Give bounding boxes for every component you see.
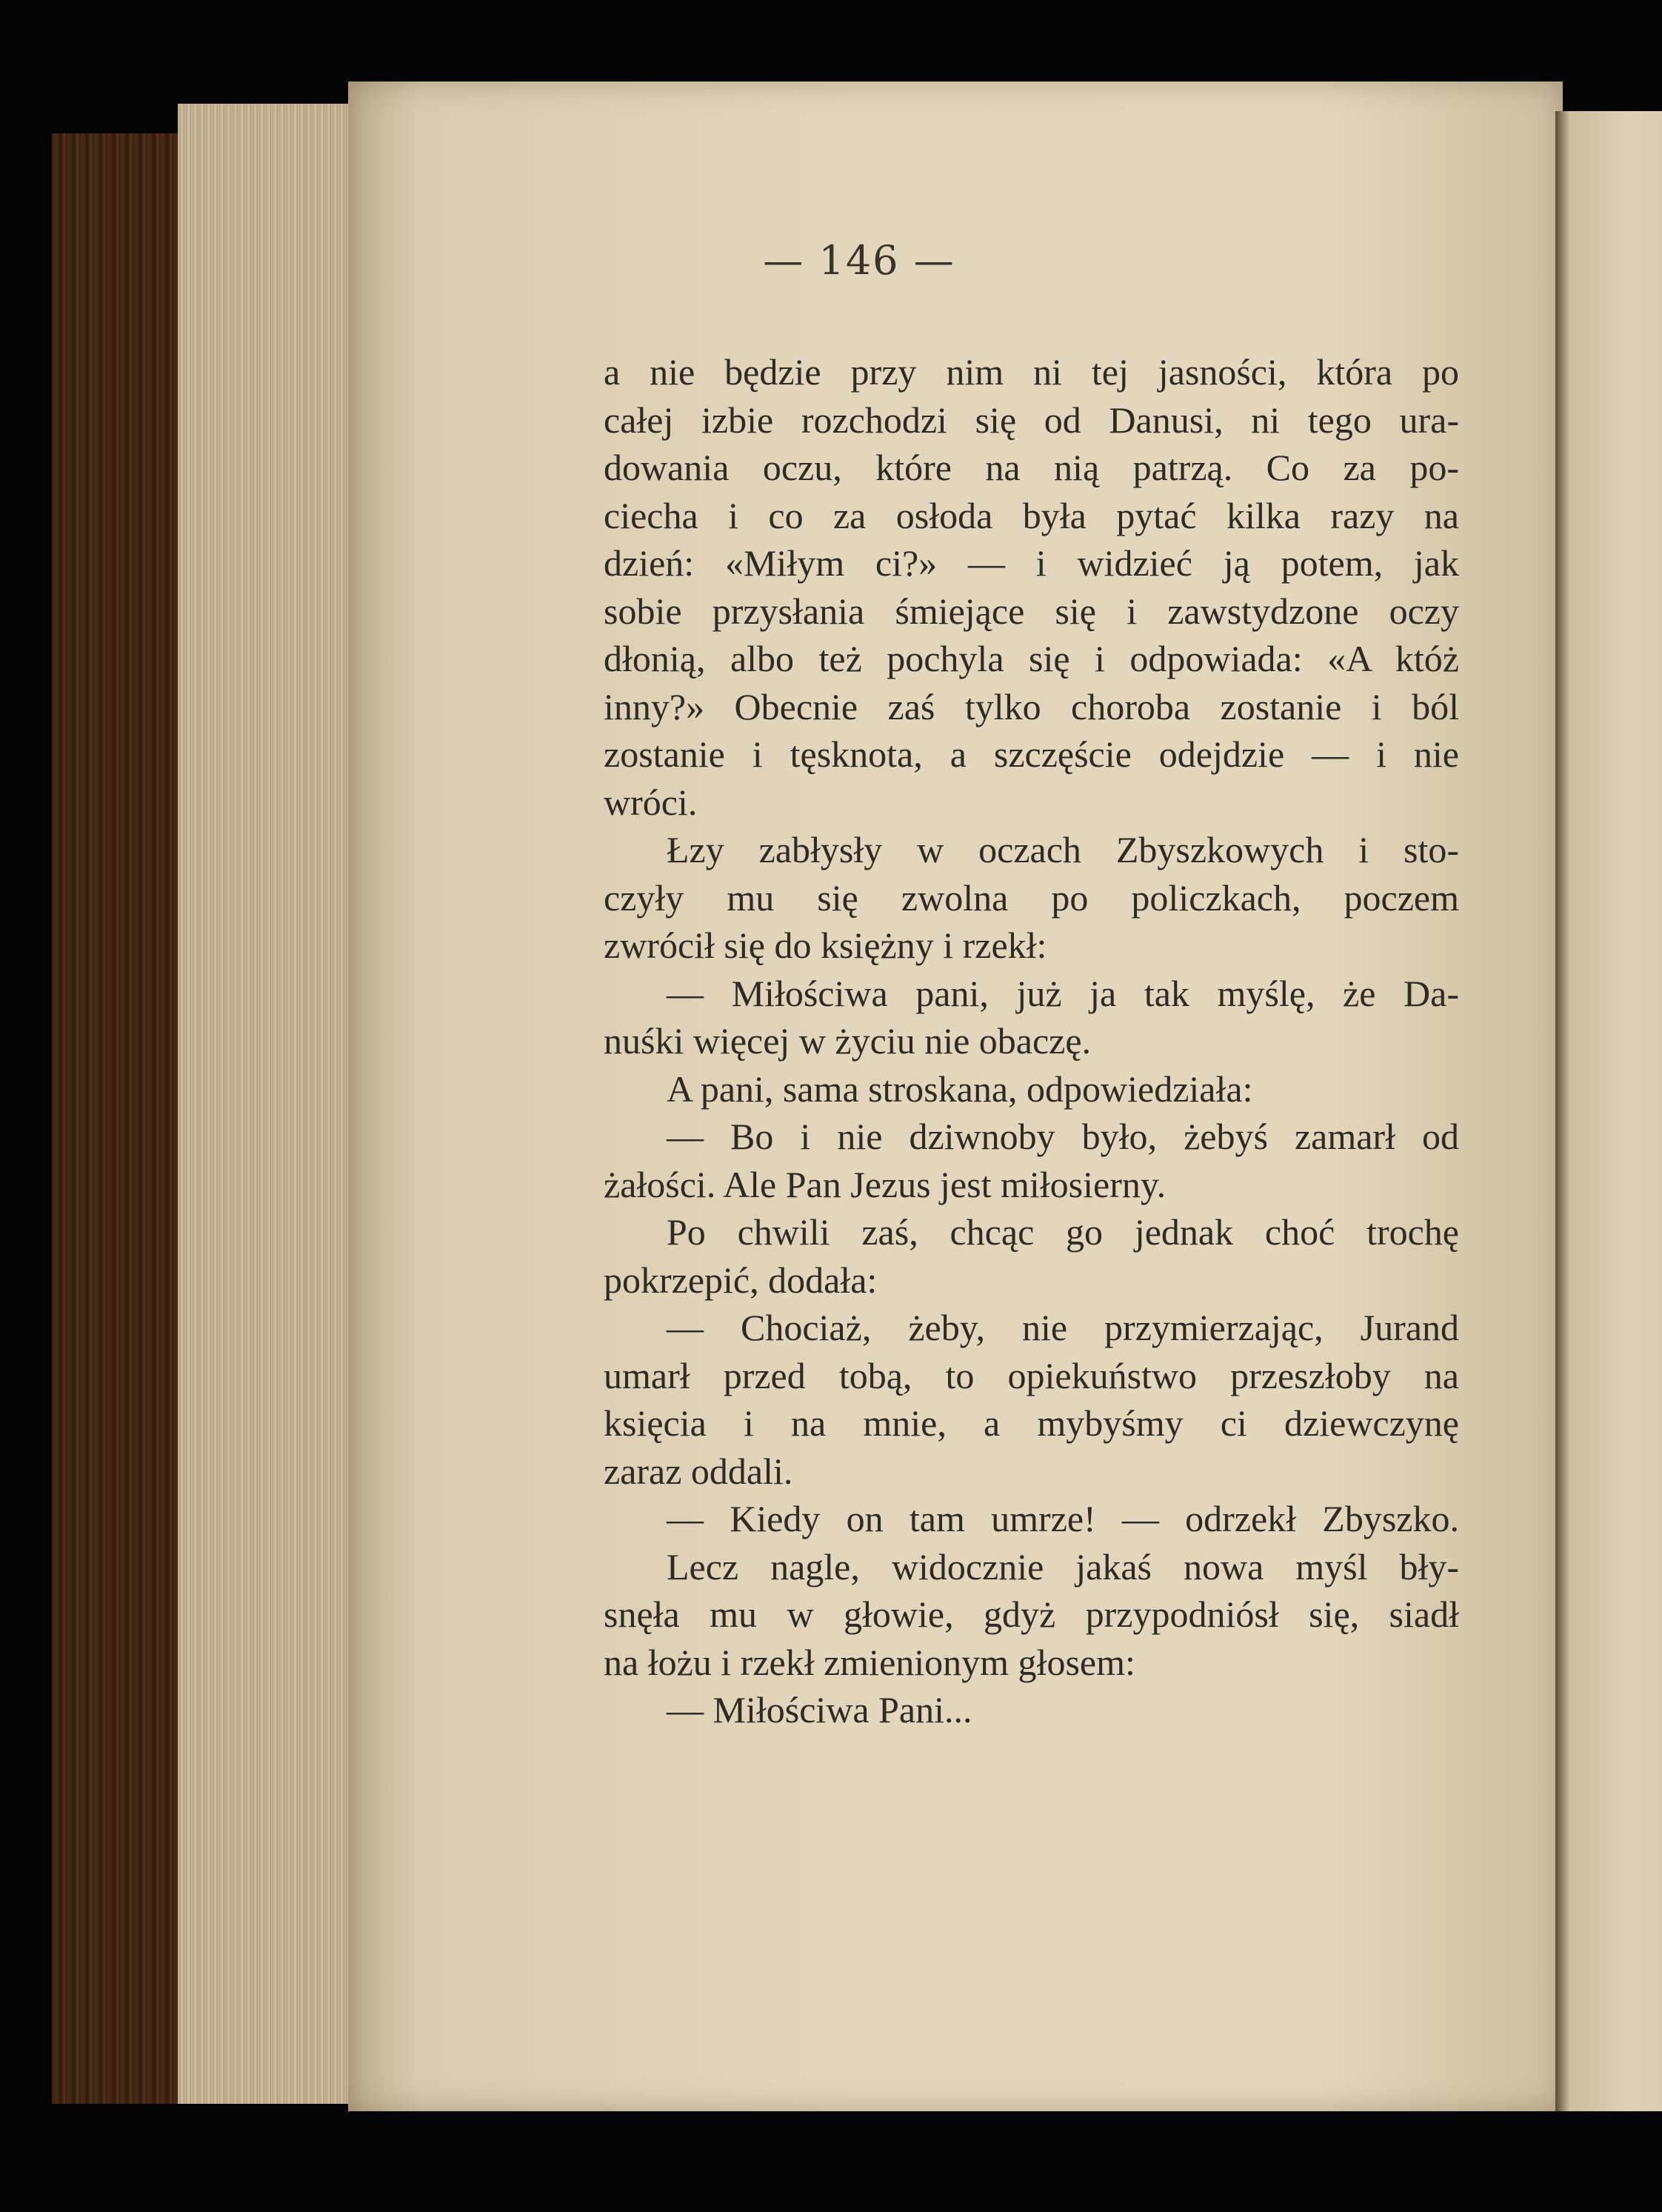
text-line: nuśki więcej w życiu nie obaczę. [604,1020,1092,1062]
text-line: na łożu i rzekł zmienionym głosem: [604,1641,1135,1683]
text-line: — Chociaż, żeby, nie przymierzając, Jurand [667,1307,1459,1348]
text-line: snęła mu w głowie, gdyż przypodniósł się, siadł [604,1593,1459,1635]
text-line: a nie będzie przy nim ni tej jasności, która po [604,351,1459,393]
text-line: zostanie i tęsknota, a szczęście odejdzie — i nie [604,733,1459,775]
text-line: czyły mu się zwolna po policzkach, poczem [604,876,1459,919]
text-line: dowania oczu, które na nią patrzą. Co za po- [604,447,1459,488]
text-line: A pani, sama stroskana, odpowiedziała: [667,1067,1253,1110]
text-line: całej izbie rozchodzi się od Danusi, ni tego ura- [604,399,1459,441]
text-line: zaraz oddali. [604,1450,793,1492]
facing-page-edge [1555,111,1662,2111]
text-line: — Bo i nie dziwnoby było, żebyś zamarł od [667,1116,1459,1157]
text-line: — Kiedy on tam umrze! — odrzekł Zbyszko. [667,1498,1459,1539]
text-line: ciecha i co za osłoda była pytać kilka razy na [604,494,1459,536]
text-line: sobie przysłania śmiejące się i zawstydzone oczy [604,590,1459,632]
text-line: księcia i na mnie, a mybyśmy ci dziewczynę [604,1402,1459,1444]
text-line: — Miłościwa Pani... [667,1689,972,1730]
text-line: inny?» Obecnie zaś tylko choroba zostanie i ból [604,685,1459,727]
text-line: Łzy zabłysły w oczach Zbyszkowych i sto- [667,829,1459,870]
text-line: Lecz nagle, widocznie jakaś nowa myśl bły- [667,1545,1459,1588]
page-stack [178,104,356,2104]
text-line: pokrzepić, dodała: [604,1259,878,1301]
page-body-text [604,348,1459,1734]
text-line: zwrócił się do księżny i rzekł: [604,925,1047,966]
text-line: dłonią, albo też pochyla się i odpowiada: «A któż [604,638,1459,679]
text-line: umarł przed tobą, to opiekuństwo przeszłoby na [604,1354,1459,1396]
page-number: — 146 — [763,237,955,284]
text-line: — Miłościwa pani, już ja tak myślę, że Da- [667,972,1459,1014]
text-line: wróci. [604,781,698,823]
text-line: żałości. Ale Pan Jezus jest miłosierny. [604,1163,1167,1205]
text-line: Po chwili zaś, chcąc go jednak choć trochę [667,1211,1459,1253]
text-line: dzień: «Miłym ci?» — i widzieć ją potem, jak [604,542,1459,584]
